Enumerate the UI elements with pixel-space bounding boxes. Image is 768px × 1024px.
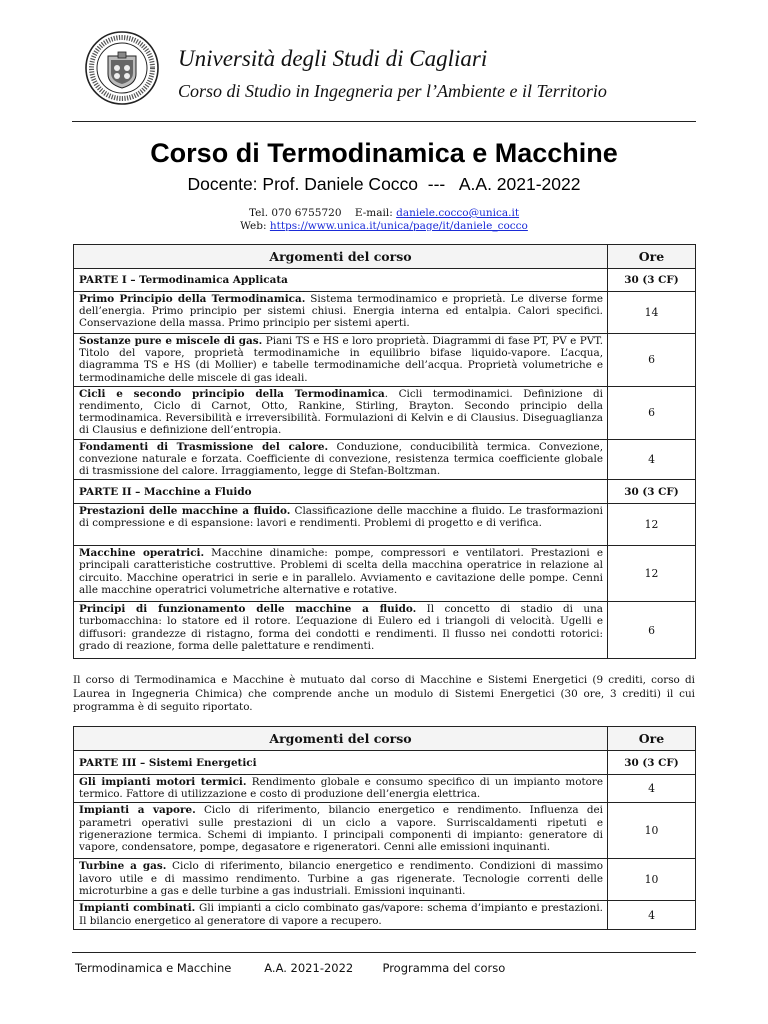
- topic-cell: [74, 386, 608, 439]
- table-row: [74, 901, 696, 929]
- table-header-row: [74, 245, 696, 269]
- mutuation-note: Il corso di Termodinamica e Macchine è mutuato dal corso di Macchine e Sistemi Energetici (9 crediti, corso di Laurea in Ingegneria Chimica) che comprende anche un modulo di Sistemi Energetici (30 ore, 3 crediti) il cui programma è di seguito riportato.: [73, 674, 695, 713]
- topic-text: Conduzione, conducibilità termica. Convezione, convezione naturale e forzata. Coefficiente di convezione, resistenza termica coefficiente globale di trasmissione del calore. Irraggiamento, legge di Stefan-Boltzman.: [79, 440, 604, 478]
- topic-cell: [74, 334, 608, 387]
- table-row: [74, 504, 696, 546]
- topic-hours: 4: [608, 901, 696, 929]
- topic-heading: Gli impianti motori termici.: [79, 776, 247, 788]
- topic-text: Ciclo di riferimento, bilancio energetico e rendimento. Condizioni di massimo lavoro utile e di massimo rendimento. Turbine a gas rigenerate. Tecnologie correnti delle microturbine a gas e delle turbine a gas industriali. Emissioni inquinanti.: [79, 860, 603, 897]
- topic-cell: [74, 859, 608, 901]
- web-label: Web:: [240, 220, 270, 232]
- topic-cell: [74, 504, 608, 546]
- topic-text: . Cicli termodinamici. Definizione di rendimento, Ciclo di Carnot, Otto, Rankine, Stirling, Brayton. Secondo principio della termodinamica. Reversibilità e irreversibilità. Formulazioni di Kelvin e di Clausius. Diseguaglianza di Clausius e definizione dell’entropia.: [79, 387, 603, 437]
- part-hours: 30 (3 CF): [608, 751, 696, 775]
- topic-text: Sistema termodinamico e proprietà. Le diverse forme dell’energia. Primo principio per sistemi chiusi. Energia interna ed entalpia. Calori specifici. Conservazione della massa. Primo principio per sistemi aperti.: [79, 293, 603, 330]
- topic-cell: [74, 901, 608, 929]
- table-row: [74, 292, 696, 334]
- col-topics-header: Argomenti del corso: [74, 245, 608, 269]
- col-hours-header: Ore: [608, 245, 696, 269]
- topic-hours: 4: [608, 439, 696, 480]
- contact-line-web: [0, 220, 768, 232]
- page-footer: Termodinamica e Macchine A.A. 2021-2022 Programma del corso: [75, 961, 506, 975]
- university-name: Università degli Studi di Cagliari: [178, 46, 488, 71]
- page-title: Corso di Termodinamica e Macchine: [150, 138, 618, 168]
- topic-hours: 4: [608, 775, 696, 803]
- email-link[interactable]: daniele.cocco@unica.it: [396, 207, 520, 219]
- topic-text: Gli impianti a ciclo combinato gas/vapore: schema d’impianto e prestazioni. Il bilancio energetico al generatore di vapore a recupero.: [79, 902, 603, 927]
- topic-heading: Principi di funzionamento delle macchine a fluido.: [79, 603, 417, 616]
- topic-hours: 6: [608, 386, 696, 439]
- phone-text: Tel. 070 6755720: [248, 207, 342, 219]
- topic-heading: Fondamenti di Trasmissione del calore.: [79, 440, 329, 453]
- course-of-study: Corso di Studio in Ingegneria per l’Ambiente e il Territorio: [178, 81, 607, 101]
- program-table-2: [73, 726, 696, 930]
- table-row: [74, 546, 696, 602]
- topic-hours: 14: [608, 292, 696, 334]
- topic-hours: 10: [608, 859, 696, 901]
- topic-text: Macchine dinamiche: pompe, compressori e ventilatori. Prestazioni e principali caratteristiche costruttive. Problemi di scelta della macchina operatrice in relazione al circuito. Macchine operatrici in serie e in parallelo. Avviamento e cavitazione delle pompe. Cenni alle macchine operatrici volumetriche alternative e rotative.: [79, 547, 603, 596]
- part-hours: 30 (3 CF): [608, 269, 696, 292]
- part-title: PARTE II – Macchine a Fluido: [74, 480, 608, 504]
- table-row: [74, 775, 696, 803]
- topic-cell: [74, 439, 608, 480]
- topic-text: Classificazione delle macchine a fluido. Le trasformazioni di compressione e di espansione: lavori e rendimenti. Problemi di progetto e di verifica.: [79, 505, 603, 530]
- topic-heading: Sostanze pure e miscele di gas.: [79, 335, 263, 347]
- program-table-1: [73, 244, 696, 659]
- col-topics-header: Argomenti del corso: [74, 727, 608, 751]
- table-row: [74, 386, 696, 439]
- topic-heading: Impianti a vapore.: [79, 804, 196, 817]
- part-hours: 30 (3 CF): [608, 480, 696, 504]
- topic-cell: [74, 803, 608, 859]
- header-divider: [72, 121, 696, 122]
- topic-heading: Impianti combinati.: [79, 902, 196, 915]
- part-row: [74, 269, 696, 292]
- topic-cell: [74, 775, 608, 803]
- topic-text: Rendimento globale e consumo specifico di un impianto motore termico. Fattore di utilizzazione e costo di produzione dell’energia elettrica.: [79, 776, 604, 801]
- web-link[interactable]: https://www.unica.it/unica/page/it/daniele_cocco: [269, 220, 528, 232]
- part-title: PARTE I – Termodinamica Applicata: [74, 269, 608, 292]
- topic-heading: Primo Principio della Termodinamica.: [79, 293, 306, 305]
- topic-cell: [74, 292, 608, 334]
- topic-hours: 6: [608, 602, 696, 659]
- table-header-row: [74, 727, 696, 751]
- footer-divider: [72, 952, 696, 953]
- topic-heading: Turbine a gas.: [79, 860, 167, 873]
- topic-hours: 6: [608, 334, 696, 387]
- topic-text: Piani TS e HS e loro proprietà. Diagrammi di fase PT, PV e PVT. Titolo del vapore, proprietà termodinamiche in equilibrio bifase liquido-vapore. L’acqua, diagramma TS e HS (di Mollier) e tabelle termodinamiche dell’acqua. Proprietà volumetriche e termodinamiche delle miscele di gas ideali.: [79, 335, 603, 384]
- topic-text: Ciclo di riferimento, bilancio energetico e rendimento. Influenza dei parametri operativi sulle prestazioni di un ciclo a vapore. Surriscaldamenti ripetuti e rigenerazione termica. Schemi di impianto. I principali componenti di impianto: generatore di vapore, condensatore, pompe, degasatore e rigeneratori. Cenni alle emissioni inquinanti.: [79, 804, 603, 854]
- topic-hours: 12: [608, 504, 696, 546]
- table-row: [74, 334, 696, 387]
- university-seal-logo: [84, 30, 160, 106]
- topic-cell: [74, 602, 608, 659]
- contact-line-phone-email: [0, 207, 768, 219]
- part-row: [74, 480, 696, 504]
- teacher-line: Docente: Prof. Daniele Cocco --- A.A. 2021-2022: [187, 174, 581, 194]
- email-label: E-mail:: [354, 207, 397, 219]
- part-row: [74, 751, 696, 775]
- topic-heading: Prestazioni delle macchine a fluido.: [79, 505, 291, 518]
- topic-cell: [74, 546, 608, 602]
- table-row: [74, 803, 696, 859]
- topic-hours: 12: [608, 546, 696, 602]
- topic-heading: Macchine operatrici.: [79, 547, 205, 560]
- topic-text: Il concetto di stadio di una turbomacchina: lo statore ed il rotore. L’equazione di Eulero ed i triangoli di velocità. Ugelli e diffusori: grandezze di ristagno, forma dei condotti e rendimenti. Il flusso nei condotti rotorici: grado di reazione, forma delle palettature e rendimenti.: [79, 603, 603, 652]
- topic-hours: 10: [608, 803, 696, 859]
- table-row: [74, 602, 696, 659]
- part-title: PARTE III – Sistemi Energetici: [74, 751, 608, 775]
- table-row: [74, 439, 696, 480]
- topic-heading: Cicli e secondo principio della Termodinamica: [79, 387, 385, 400]
- table-row: [74, 859, 696, 901]
- col-hours-header: Ore: [608, 727, 696, 751]
